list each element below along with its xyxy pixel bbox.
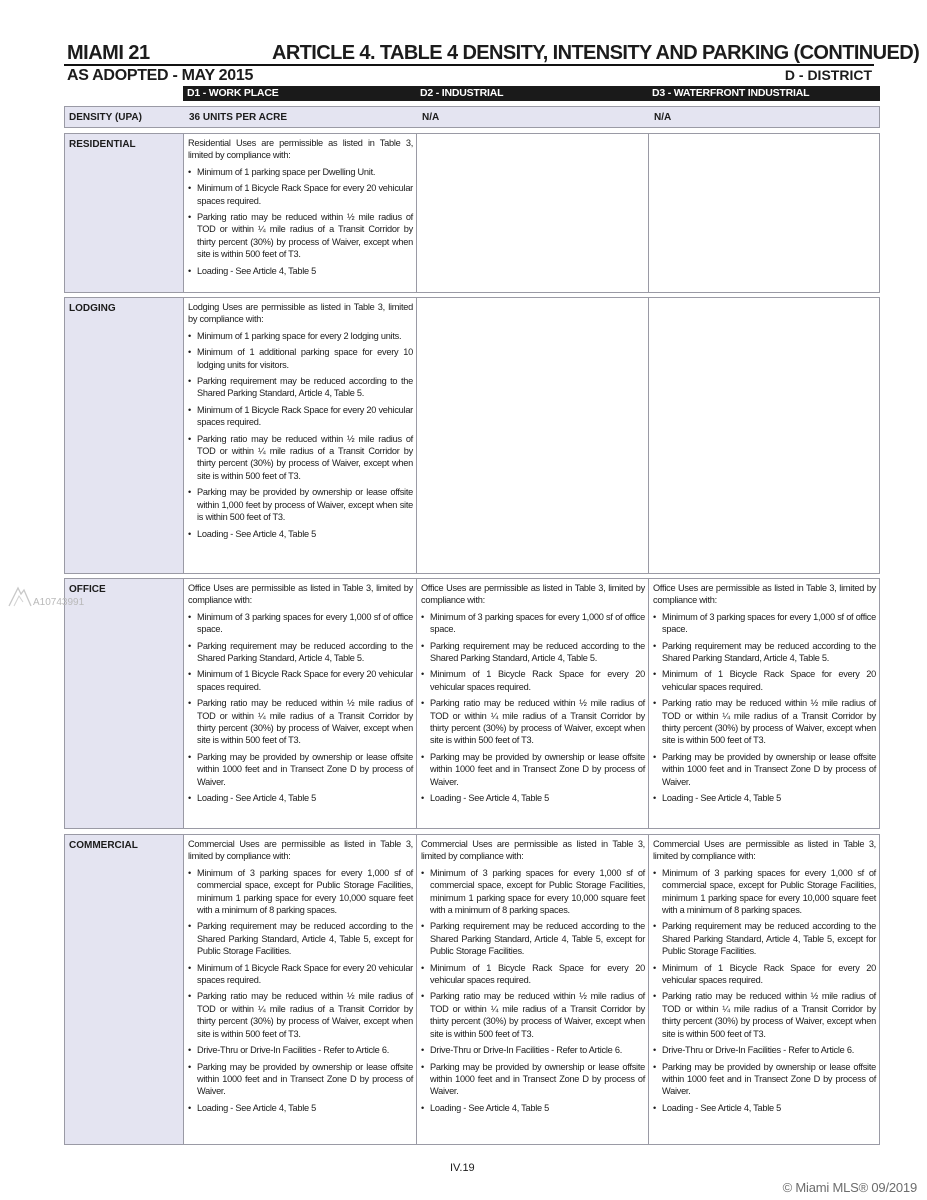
adopted-date: AS ADOPTED - MAY 2015 xyxy=(67,67,254,84)
office-bullet: • Parking ratio may be reduced within ½ mile radius of TOD or within ¼ mile radius of a Transit Corridor by thirty percent (30%) by process of Waiver, except when site is within 500 feet of T3. xyxy=(649,697,879,751)
commercial-bullet: • Loading - See Article 4, Table 5 xyxy=(184,1102,416,1118)
commercial-bullet: • Parking may be provided by ownership or lease offsite within 1000 feet and in Transect Zone D by process of Waiver. xyxy=(417,1061,648,1102)
commercial-bullet: • Drive-Thru or Drive-In Facilities - Refer to Article 6. xyxy=(417,1044,648,1060)
commercial-section xyxy=(64,834,880,1145)
commercial-bullet: • Drive-Thru or Drive-In Facilities - Refer to Article 6. xyxy=(649,1044,879,1060)
column-header-d2: D2 - INDUSTRIAL xyxy=(420,87,504,99)
office-label: OFFICE xyxy=(69,584,106,595)
commercial-intro: Commercial Uses are permissible as listed in Table 3, limited by compliance with: xyxy=(653,839,876,862)
lodging-bullet: • Parking may be provided by ownership or lease offsite within 1,000 feet by process of Waiver, except when site is within 500 feet of T3. xyxy=(184,486,416,527)
commercial-d1-cell xyxy=(184,835,417,1144)
residential-d1-cell xyxy=(184,134,417,292)
residential-bullet: • Loading - See Article 4, Table 5 xyxy=(184,265,416,281)
office-bullet: • Parking may be provided by ownership or lease offsite within 1000 feet and in Transect Zone D by process of Waiver. xyxy=(184,751,416,792)
residential-bullet: • Minimum of 1 Bicycle Rack Space for every 20 vehicular spaces required. xyxy=(184,182,416,211)
commercial-d3-cell xyxy=(649,835,879,1144)
district-label: D - DISTRICT xyxy=(784,67,872,83)
residential-bullet: • Parking ratio may be reduced within ½ mile radius of TOD or within ¼ mile radius of a Transit Corridor by thirty percent (30%) by process of Waiver, except when site is within 500 feet of T3. xyxy=(184,211,416,265)
lodging-label: LODGING xyxy=(69,303,116,314)
density-d3: N/A xyxy=(654,112,672,123)
density-label: DENSITY (UPA) xyxy=(69,112,142,123)
watermark-logo-icon xyxy=(5,582,35,612)
lodging-d1-cell xyxy=(184,298,417,573)
lodging-d3-cell xyxy=(649,298,879,573)
commercial-label: COMMERCIAL xyxy=(69,840,138,851)
office-d3-cell xyxy=(649,579,879,828)
office-bullet: • Minimum of 3 parking spaces for every 1,000 sf of office space. xyxy=(184,611,416,640)
office-bullet: • Loading - See Article 4, Table 5 xyxy=(649,792,879,808)
commercial-bullet: • Minimum of 1 Bicycle Rack Space for every 20 vehicular spaces required. xyxy=(649,962,879,991)
mls-copyright: © Miami MLS® 09/2019 xyxy=(782,1180,917,1195)
lodging-bullet: • Minimum of 1 parking space for every 2 lodging units. xyxy=(184,330,416,346)
office-intro: Office Uses are permissible as listed in Table 3, limited by compliance with: xyxy=(653,583,876,606)
lodging-intro: Lodging Uses are permissible as listed in Table 3, limited by compliance with: xyxy=(188,302,413,325)
office-intro: Office Uses are permissible as listed in Table 3, limited by compliance with: xyxy=(188,583,413,606)
office-bullet: • Parking requirement may be reduced according to the Shared Parking Standard, Article 4, Table 5. xyxy=(649,640,879,669)
residential-section xyxy=(64,133,880,293)
office-bullet: • Minimum of 3 parking spaces for every 1,000 sf of office space. xyxy=(417,611,648,640)
commercial-bullet: • Parking may be provided by ownership or lease offsite within 1000 feet and in Transect Zone D by process of Waiver. xyxy=(649,1061,879,1102)
commercial-bullet: • Minimum of 3 parking spaces for every 1,000 sf of commercial space, except for Public Storage Facilities, minimum 1 parking space for every 10,000 square feet with a minimum of 8 parking spaces. xyxy=(184,867,416,921)
residential-d3-cell xyxy=(649,134,879,292)
office-bullet: • Parking may be provided by ownership or lease offsite within 1000 feet and in Transect Zone D by process of Waiver. xyxy=(417,751,648,792)
density-row xyxy=(64,106,880,128)
table-title: ARTICLE 4. TABLE 4 DENSITY, INTENSITY AND PARKING (CONTINUED) xyxy=(272,42,920,64)
lodging-section xyxy=(64,297,880,574)
office-bullet: • Minimum of 1 Bicycle Rack Space for every 20 vehicular spaces required. xyxy=(184,668,416,697)
residential-d2-cell xyxy=(417,134,649,292)
office-bullet: • Minimum of 1 Bicycle Rack Space for every 20 vehicular spaces required. xyxy=(417,668,648,697)
office-bullet: • Parking ratio may be reduced within ½ mile radius of TOD or within ¼ mile radius of a Transit Corridor by thirty percent (30%) by process of Waiver, except when site is within 500 feet of T3. xyxy=(417,697,648,751)
commercial-bullet: • Parking ratio may be reduced within ½ mile radius of TOD or within ¼ mile radius of a Transit Corridor by thirty percent (30%) by process of Waiver, except when site is within 500 feet of T3. xyxy=(649,990,879,1044)
office-bullet: • Parking may be provided by ownership or lease offsite within 1000 feet and in Transect Zone D by process of Waiver. xyxy=(649,751,879,792)
commercial-bullet: • Minimum of 3 parking spaces for every 1,000 sf of commercial space, except for Public Storage Facilities, minimum 1 parking space for every 10,000 square feet with a minimum of 8 parking spaces. xyxy=(649,867,879,921)
watermark-id: A10743991 xyxy=(33,597,85,608)
office-bullet: • Loading - See Article 4, Table 5 xyxy=(184,792,416,808)
column-header-d3: D3 - WATERFRONT INDUSTRIAL xyxy=(652,87,810,99)
commercial-intro: Commercial Uses are permissible as listed in Table 3, limited by compliance with: xyxy=(421,839,645,862)
office-bullet: • Parking requirement may be reduced according to the Shared Parking Standard, Article 4, Table 5. xyxy=(184,640,416,669)
office-bullet: • Minimum of 1 Bicycle Rack Space for every 20 vehicular spaces required. xyxy=(649,668,879,697)
header-rule xyxy=(64,64,874,66)
office-d2-cell xyxy=(417,579,649,828)
office-bullet: • Parking requirement may be reduced according to the Shared Parking Standard, Article 4, Table 5. xyxy=(417,640,648,669)
commercial-bullet: • Drive-Thru or Drive-In Facilities - Refer to Article 6. xyxy=(184,1044,416,1060)
office-bullet: • Minimum of 3 parking spaces for every 1,000 sf of office space. xyxy=(649,611,879,640)
commercial-bullet: • Parking requirement may be reduced according to the Shared Parking Standard, Article 4, Table 5, except for Public Storage Facilities. xyxy=(649,920,879,961)
residential-label: RESIDENTIAL xyxy=(69,139,136,150)
lodging-bullet: • Minimum of 1 Bicycle Rack Space for every 20 vehicular spaces required. xyxy=(184,404,416,433)
office-intro: Office Uses are permissible as listed in Table 3, limited by compliance with: xyxy=(421,583,645,606)
commercial-bullet: • Loading - See Article 4, Table 5 xyxy=(649,1102,879,1118)
page-number: IV.19 xyxy=(450,1162,475,1174)
lodging-bullet: • Minimum of 1 additional parking space for every 10 lodging units for visitors. xyxy=(184,346,416,375)
residential-bullet: • Minimum of 1 parking space per Dwelling Unit. xyxy=(184,166,416,182)
residential-intro: Residential Uses are permissible as listed in Table 3, limited by compliance with: xyxy=(188,138,413,161)
commercial-bullet: • Parking requirement may be reduced according to the Shared Parking Standard, Article 4, Table 5, except for Public Storage Facilities. xyxy=(417,920,648,961)
density-d1: 36 UNITS PER ACRE xyxy=(189,112,287,123)
commercial-bullet: • Parking ratio may be reduced within ½ mile radius of TOD or within ¼ mile radius of a Transit Corridor by thirty percent (30%) by process of Waiver, except when site is within 500 feet of T3. xyxy=(184,990,416,1044)
document-title: MIAMI 21 xyxy=(67,42,150,64)
commercial-bullet: • Parking ratio may be reduced within ½ mile radius of TOD or within ¼ mile radius of a Transit Corridor by thirty percent (30%) by process of Waiver, except when site is within 500 feet of T3. xyxy=(417,990,648,1044)
column-header-bar xyxy=(183,86,880,101)
density-d2: N/A xyxy=(422,112,440,123)
commercial-bullet: • Parking requirement may be reduced according to the Shared Parking Standard, Article 4, Table 5, except for Public Storage Facilities. xyxy=(184,920,416,961)
office-section xyxy=(64,578,880,829)
office-bullet: • Loading - See Article 4, Table 5 xyxy=(417,792,648,808)
commercial-bullet: • Loading - See Article 4, Table 5 xyxy=(417,1102,648,1118)
commercial-bullet: • Minimum of 1 Bicycle Rack Space for every 20 vehicular spaces required. xyxy=(184,962,416,991)
office-bullet: • Parking ratio may be reduced within ½ mile radius of TOD or within ¼ mile radius of a Transit Corridor by thirty percent (30%) by process of Waiver, except when site is within 500 feet of T3. xyxy=(184,697,416,751)
commercial-d2-cell xyxy=(417,835,649,1144)
commercial-bullet: • Parking may be provided by ownership or lease offsite within 1000 feet and in Transect Zone D by process of Waiver. xyxy=(184,1061,416,1102)
commercial-bullet: • Minimum of 3 parking spaces for every 1,000 sf of commercial space, except for Public Storage Facilities, minimum 1 parking space for every 10,000 square feet with a minimum of 8 parking spaces. xyxy=(417,867,648,921)
commercial-intro: Commercial Uses are permissible as listed in Table 3, limited by compliance with: xyxy=(188,839,413,862)
office-d1-cell xyxy=(184,579,417,828)
lodging-d2-cell xyxy=(417,298,649,573)
lodging-bullet: • Loading - See Article 4, Table 5 xyxy=(184,528,416,544)
commercial-bullet: • Minimum of 1 Bicycle Rack Space for every 20 vehicular spaces required. xyxy=(417,962,648,991)
lodging-bullet: • Parking ratio may be reduced within ½ mile radius of TOD or within ¼ mile radius of a Transit Corridor by thirty percent (30%) by process of Waiver, except when site is within 500 feet of T3. xyxy=(184,433,416,487)
lodging-bullet: • Parking requirement may be reduced according to the Shared Parking Standard, Article 4, Table 5. xyxy=(184,375,416,404)
column-header-d1: D1 - WORK PLACE xyxy=(187,87,279,99)
